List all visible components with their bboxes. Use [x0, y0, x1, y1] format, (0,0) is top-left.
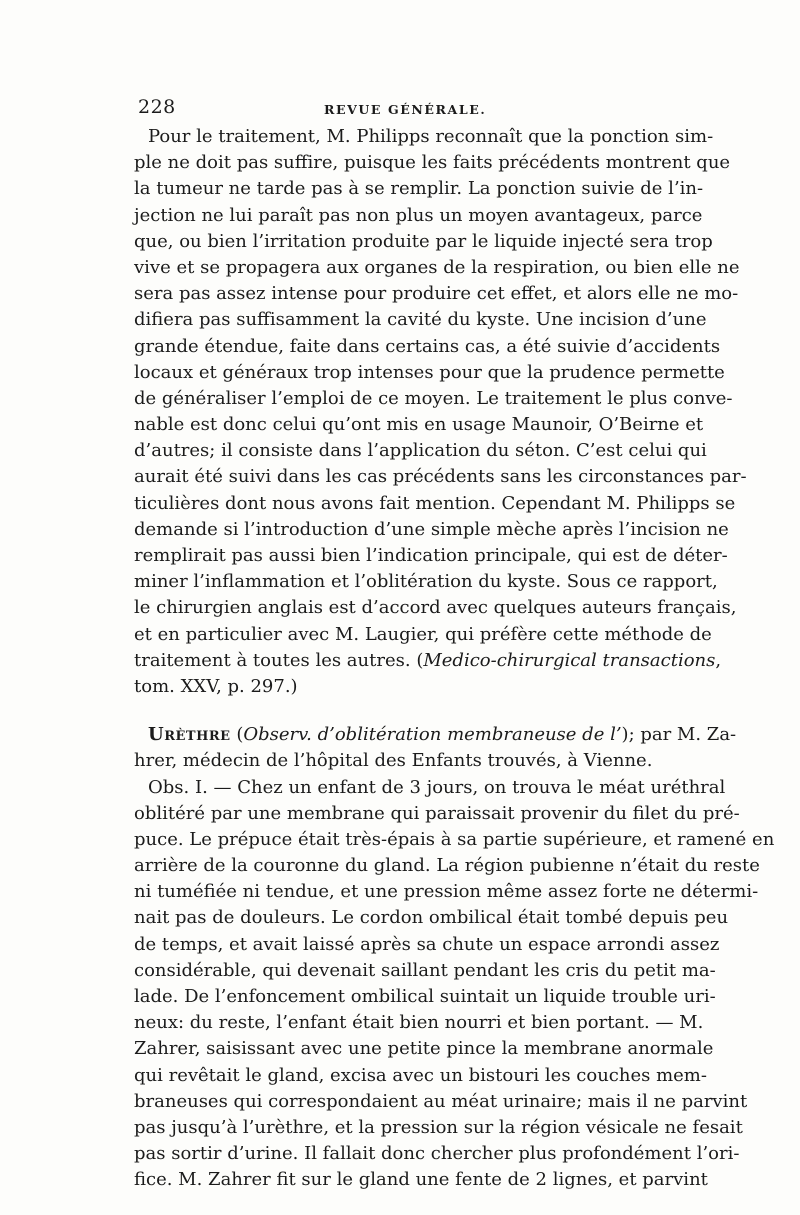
- page-number: 228: [138, 96, 176, 118]
- text-line: pas jusqu’à l’urèthre, et la pression sur la région vésicale ne fesait: [134, 1116, 743, 1138]
- text-line: miner l’inflammation et l’oblitération du kyste. Sous ce rapport,: [134, 571, 718, 593]
- text-line: nable est donc celui qu’ont mis en usage Maunoir, O’Beirne et: [134, 414, 704, 436]
- text-line: qui revêtait le gland, excisa avec un bistouri les couches mem-: [134, 1064, 707, 1086]
- text-line: jection ne lui paraît pas non plus un moyen avantageux, parce: [134, 204, 703, 226]
- section-heading-line: [134, 722, 737, 748]
- text-line: de temps, et avait laissé après sa chute un espace arrondi assez: [134, 933, 720, 955]
- running-title: REVUE GÉNÉRALE.: [324, 102, 487, 117]
- text-line: vive et se propagera aux organes de la respiration, ou bien elle ne: [134, 256, 740, 278]
- citation-tail: tom. XXV, p. 297.): [134, 675, 298, 697]
- heading-italic-title: Observ. d’oblitération membraneuse de l’: [243, 724, 622, 746]
- citation-lead: traitement à toutes les autres.: [134, 649, 411, 671]
- text-line: difiera pas suffisamment la cavité du kyste. Une incision d’une: [134, 309, 707, 331]
- citation-line: traitement à toutes les autres. (Medico-chirurgical transactions,: [134, 649, 722, 671]
- text-line: ple ne doit pas suffire, puisque les faits précédents montrent que: [134, 152, 731, 174]
- page-header: [138, 96, 668, 122]
- text-line: remplirait pas aussi bien l’indication principale, qui est de déter-: [134, 545, 728, 566]
- body-text: [134, 124, 775, 1194]
- text-line: Obs. I. — Chez un enfant de 3 jours, on trouva le méat uréthral: [148, 776, 726, 798]
- text-line: locaux et généraux trop intenses pour que la prudence permette: [134, 361, 725, 383]
- text-line: arrière de la couronne du gland. La région pubienne n’était du reste: [134, 855, 760, 877]
- text-line: braneuses qui correspondaient au méat urinaire; mais il ne parvint: [134, 1090, 748, 1112]
- text-line: grande étendue, faite dans certains cas, a été suivie d’accidents: [134, 335, 721, 357]
- text-line: Zahrer, saisissant avec une petite pince la membrane anormale: [134, 1038, 714, 1060]
- text-line: oblitéré par une membrane qui paraissait provenir du filet du pré-: [134, 802, 740, 824]
- section-heading: Urèthre: [148, 724, 231, 746]
- citation-journal-title: Medico-chirurgical transactions: [423, 649, 716, 671]
- paragraph-treatment: [134, 124, 747, 700]
- text-line: pas sortir d’urine. Il fallait donc chercher plus profondément l’ori-: [134, 1143, 740, 1165]
- observation-paragraph: [134, 775, 775, 1194]
- text-line: Pour le traitement, M. Philipps reconnaît que la ponction sim-: [148, 126, 714, 147]
- text-line: ticulières dont nous avons fait mention. Cependant M. Philipps se: [134, 492, 736, 514]
- text-line: neux: du reste, l’enfant était bien nourri et bien portant. — M.: [134, 1012, 704, 1034]
- text-line: fice. M. Zahrer fit sur le gland une fente de 2 lignes, et parvint: [134, 1169, 708, 1191]
- text-line: et en particulier avec M. Laugier, qui préfère cette méthode de: [134, 623, 712, 645]
- text-line: lade. De l’enfoncement ombilical suintait un liquide trouble uri-: [134, 986, 716, 1007]
- text-line: demande si l’introduction d’une simple mèche après l’incision ne: [134, 518, 729, 540]
- text-line: que, ou bien l’irritation produite par le liquide injecté sera trop: [134, 230, 713, 252]
- text-line: ni tuméfiée ni tendue, et une pression même assez forte ne détermi-: [134, 881, 759, 903]
- text-line: d’autres; il consiste dans l’application du séton. C’est celui qui: [134, 440, 707, 462]
- section-urethre: [134, 722, 737, 774]
- text-line: le chirurgien anglais est d’accord avec quelques auteurs français,: [134, 597, 737, 619]
- text-line: nait pas de douleurs. Le cordon ombilical était tombé depuis peu: [134, 907, 729, 929]
- text-line: sera pas assez intense pour produire cet effet, et alors elle ne mo-: [134, 283, 739, 305]
- text-line: aurait été suivi dans les cas précédents sans les circonstances par-: [134, 466, 747, 488]
- section-author-line: hrer, médecin de l’hôpital des Enfants trouvés, à Vienne.: [134, 750, 653, 772]
- text-line: de généraliser l’emploi de ce moyen. Le traitement le plus conve-: [134, 387, 733, 409]
- text-line: la tumeur ne tarde pas à se remplir. La ponction suivie de l’in-: [134, 178, 704, 200]
- heading-rest: ); par M. Za-: [621, 724, 737, 746]
- text-line: considérable, qui devenait saillant pendant les cris du petit ma-: [134, 959, 716, 981]
- heading-paren: (: [230, 724, 244, 746]
- text-line: puce. Le prépuce était très-épais à sa partie supérieure, et ramené en: [134, 828, 775, 850]
